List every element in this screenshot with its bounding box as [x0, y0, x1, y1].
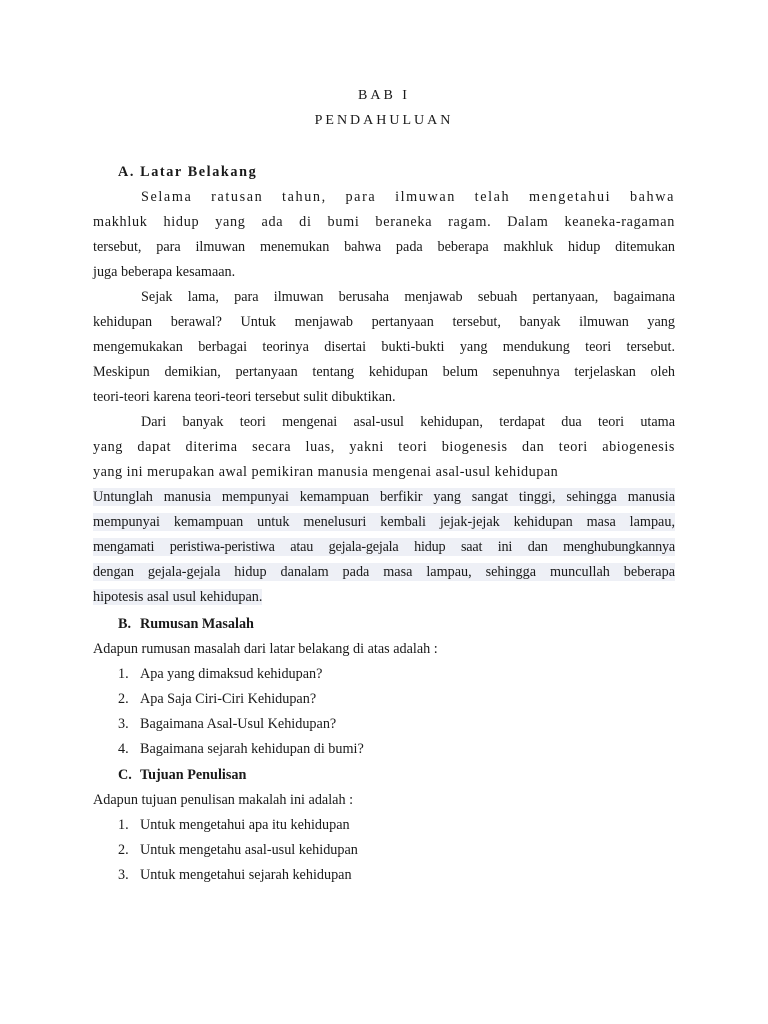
list-item-text: Bagaimana sejarah kehidupan di bumi?	[140, 741, 364, 757]
section-b-heading	[118, 615, 254, 633]
list-item-text: Untuk mengetahu asal-usul kehidupan	[140, 842, 358, 858]
section-a-heading	[118, 163, 257, 181]
list-item	[118, 690, 316, 708]
section-a-title: Latar Belakang	[140, 164, 258, 180]
paragraph-line: makhluk hidup yang ada di bumi beraneka ragam. Dalam keaneka-ragaman	[93, 214, 675, 230]
list-item-number: 3.	[118, 867, 129, 883]
section-c-heading	[118, 766, 246, 784]
section-a-number: A.	[118, 164, 135, 180]
list-item-text: Bagaimana Asal-Usul Kehidupan?	[140, 716, 337, 732]
chapter-title: PENDAHULUAN	[314, 113, 454, 128]
paragraph-line: kehidupan berawal? Untuk menjawab pertanyaan tersebut, banyak ilmuwan yang	[93, 314, 675, 330]
paragraph-line: dengan gejala-gejala hidup danalam pada masa lampau, sehingga muncullah beberapa	[93, 564, 675, 580]
paragraph-line: teori-teori karena teori-teori tersebut sulit dibuktikan.	[93, 389, 396, 405]
list-item-text: Untuk mengetahui sejarah kehidupan	[140, 867, 352, 883]
list-item	[118, 841, 358, 859]
section-b-intro: Adapun rumusan masalah dari latar belakang di atas adalah :	[93, 641, 438, 657]
paragraph-line: mengamati peristiwa-peristiwa atau gejala-gejala hidup saat ini dan menghubungkannya	[93, 539, 675, 555]
paragraph-line: mempunyai kemampuan untuk menelusuri kembali jejak-jejak kehidupan masa lampau,	[93, 514, 675, 530]
list-item	[118, 866, 352, 884]
list-item-text: Untuk mengetahui apa itu kehidupan	[140, 817, 350, 833]
paragraph-line: juga beberapa kesamaan.	[93, 264, 236, 280]
section-b-title: Rumusan Masalah	[140, 616, 254, 632]
list-item-text: Apa yang dimaksud kehidupan?	[140, 666, 323, 682]
paragraph-line: Sejak lama, para ilmuwan berusaha menjawab sebuah pertanyaan, bagaimana	[141, 289, 675, 305]
list-item	[118, 665, 322, 683]
list-item	[118, 715, 336, 733]
list-item-number: 4.	[118, 741, 129, 757]
section-b-number: B.	[118, 616, 132, 632]
paragraph-line: yang dapat diterima secara luas, yakni teori biogenesis dan teori abiogenesis	[93, 439, 675, 455]
list-item	[118, 740, 364, 758]
section-c-title: Tujuan Penulisan	[140, 767, 247, 783]
list-item-text: Apa Saja Ciri-Ciri Kehidupan?	[140, 691, 317, 707]
paragraph-line: Selama ratusan tahun, para ilmuwan telah mengetahui bahwa	[141, 189, 675, 205]
paragraph-line: Meskipun demikian, pertanyaan tentang kehidupan belum sepenuhnya terjelaskan oleh	[93, 364, 675, 380]
list-item-number: 1.	[118, 666, 129, 682]
list-item-number: 2.	[118, 842, 129, 858]
list-item-number: 3.	[118, 716, 129, 732]
paragraph-line: tersebut, para ilmuwan menemukan bahwa pada beberapa makhluk hidup ditemukan	[93, 239, 675, 255]
paragraph-line: yang ini merupakan awal pemikiran manusia mengenai asal-usul kehidupan	[93, 464, 559, 480]
paragraph-line: hipotesis asal usul kehidupan.	[93, 589, 263, 605]
list-item	[118, 816, 350, 834]
list-item-number: 2.	[118, 691, 129, 707]
section-c-number: C.	[118, 767, 132, 783]
paragraph-line: Dari banyak teori mengenai asal-usul kehidupan, terdapat dua teori utama	[141, 414, 675, 430]
section-c-intro: Adapun tujuan penulisan makalah ini adalah :	[93, 792, 354, 808]
chapter-number: BAB I	[358, 88, 410, 103]
list-item-number: 1.	[118, 817, 129, 833]
paragraph-line: Untunglah manusia mempunyai kemampuan berfikir yang sangat tinggi, sehingga manusia	[93, 489, 675, 505]
paragraph-line: mengemukakan berbagai teorinya disertai bukti-bukti yang mendukung teori tersebut.	[93, 339, 675, 355]
